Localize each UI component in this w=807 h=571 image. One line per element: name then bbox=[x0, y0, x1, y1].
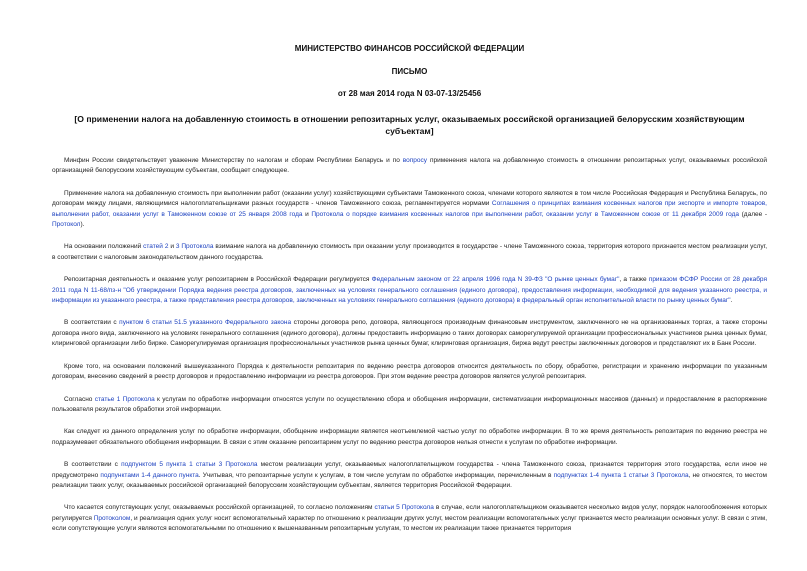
document-link[interactable]: Соглашения о принципах взимания косвенных налогов при экспорте и импорте товаров, выполнении работ, оказании услуг в Таможенном союзе от 25 января 2008 года bbox=[52, 200, 767, 218]
document-link[interactable]: статье 1 Протокола bbox=[94, 395, 155, 403]
document-link[interactable]: Протоколом bbox=[93, 514, 131, 522]
paragraph-text: и bbox=[302, 210, 312, 218]
document-type: ПИСЬМО bbox=[391, 67, 428, 76]
paragraph-text: , а также bbox=[619, 276, 649, 284]
paragraph-text: (далее - bbox=[739, 210, 768, 218]
paragraph bbox=[52, 460, 767, 491]
document-date-number: от 28 мая 2014 года N 03-07-13/25456 bbox=[337, 89, 482, 98]
paragraph-text: , не относятся, то местом реализации таких услуг, оказываемых российской организацией белорусским хозяйствующим субъектам, является территория Российской Федерации. bbox=[52, 471, 767, 489]
document-link[interactable]: указанного Федерального закона bbox=[189, 319, 292, 327]
paragraph-text: в случае, если налогоплательщиком оказывается несколько видов услуг, порядок налогообложения которых регулируется bbox=[52, 504, 768, 522]
document-link[interactable]: Протокол bbox=[52, 221, 81, 229]
paragraph-text: и bbox=[168, 243, 176, 251]
document-body bbox=[52, 156, 767, 535]
paragraph bbox=[52, 318, 767, 349]
paragraph bbox=[52, 189, 767, 231]
paragraph-text: В соответствии с bbox=[64, 461, 122, 469]
paragraph bbox=[52, 156, 767, 177]
paragraph-text: Как следует из данного определения услуг по обработке информации, обобщение информации является неотъемлемой частью услуг по обработке информации. В то же время деятельность репозитария по ведению реестра не подразумевает обязательного обобщения информации. В связи с этим оказание репозитарием услуг по ведению реестра договоров нельзя отнести к услугам по обработке информации. bbox=[52, 428, 767, 446]
paragraph-text: ). bbox=[80, 221, 85, 229]
paragraph-text: Применение налога на добавленную стоимость при выполнении работ (оказании услуг) хозяйствующими субъектами Таможенного союза, членами которого являются в том числе Российская Федерация и Республика Беларусь, по договорам между лицами, являющимися налогоплательщиками разных государств - членов Таможенного союза, регламентируется нормами bbox=[52, 189, 767, 208]
paragraph-text: взимание налога на добавленную стоимость при оказании услуг производится в государстве - члене Таможенного союза, территория которого признается местом реализации услуг, в соответствии с налоговым законодательством данного государства. bbox=[52, 243, 767, 261]
document-link[interactable]: подпунктах 1-4 пункта 1 статьи 3 Протокола bbox=[553, 471, 689, 479]
paragraph-text: Минфин России свидетельствует уважение Министерству по налогам и сборам Республики Беларусь и по bbox=[64, 157, 403, 164]
document-title: [О применении налога на добавленную стоимость в отношении репозитарных услуг, оказываемых российской организацией белорусским хозяйствующим субъектам] bbox=[74, 114, 745, 136]
ministry-heading: МИНИСТЕРСТВО ФИНАНСОВ РОССИЙСКОЙ ФЕДЕРАЦИИ bbox=[294, 44, 525, 53]
paragraph-text: , и реализация одних услуг носит вспомогательный характер по отношению к реализации других услуг, местом реализации вспомогательных услуг признается место реализации основных услуг. В связи с этим, если сопутствующие услуги являются вспомогательными по отношению к вышеназванным репозитарным услугам, то местом их реализации также признается территория bbox=[52, 514, 767, 533]
paragraph bbox=[52, 427, 767, 448]
document-link[interactable]: Федеральным законом от 22 апреля 1996 года N 39-ФЗ "О рынке ценных бумаг" bbox=[371, 276, 620, 284]
document-link[interactable]: пунктом 6 статьи 51.5 bbox=[119, 319, 187, 327]
paragraph bbox=[52, 242, 767, 263]
paragraph bbox=[52, 395, 767, 416]
paragraph-text: . bbox=[730, 297, 733, 305]
paragraph-text: Что касается сопутствующих услуг, оказываемых российской организацией, то согласно положениям bbox=[64, 504, 375, 512]
paragraph-text: стороны договора репо, договора, являющегося производным финансовым инструментом, заключенного не на организованных торгах, а также стороны договора иного вида, заключенного на условиях генерального соглашения (единого договора), должны предоставить информацию о таких договорах саморегулируемой организации профессиональных участников рынка ценных бумаг, клиринговой организации либо бирже. Саморегулируемая организация профессиональных участников рынка ценных бумаг, клиринговая организация, биржа ведут реестры заключенных договоров и представляют их в Банк России. bbox=[52, 319, 768, 348]
paragraph bbox=[52, 362, 767, 383]
paragraph-text: На основании положений bbox=[64, 243, 144, 251]
document-link[interactable]: 3 Протокола bbox=[175, 243, 214, 251]
document-link[interactable]: Протокола о порядке взимания косвенных налогов при выполнении работ, оказании услуг в Таможенном союзе от 11 декабря 2009 года bbox=[311, 210, 740, 218]
paragraph bbox=[52, 503, 767, 534]
paragraph-text: местом реализации услуг, оказываемых налогоплательщиком государства - члена Таможенного союза, признается территория этого государства, если иное не предусмотрено bbox=[52, 461, 767, 479]
document-link[interactable]: подпунктом 5 пункта 1 статьи 3 Протокола bbox=[121, 461, 258, 469]
paragraph-text: к услугам по обработке информации относятся услуги по осуществлению сбора и обобщения информации, систематизации информационных массивов (данных) и предоставление в распоряжение пользователя результатов обработки этой информации. bbox=[52, 395, 767, 413]
document-link[interactable]: статей 2 bbox=[143, 243, 169, 251]
document-link[interactable]: подпунктами 1-4 данного пункта bbox=[100, 471, 199, 479]
paragraph-text: Репозитарная деятельность и оказание услуг репозитарием в Российской Федерации регулируется bbox=[64, 276, 372, 284]
paragraph-text: Кроме того, на основании положений вышеуказанного Порядка к деятельности репозитария по ведению реестра договоров относится деятельность по сбору, обработке, регистрации и хранению информации по указанным договорам, внесению сведений в реестр договоров и предоставлению информации из реестра договоров. При этом ведение реестра договоров является услугой репозитария. bbox=[52, 362, 767, 381]
paragraph-text: . Учитывая, что репозитарные услуги к услугам, в том числе услугам по обработке информации, перечисленным в bbox=[198, 471, 554, 479]
paragraph bbox=[52, 275, 767, 306]
document-link[interactable]: вопросу bbox=[402, 157, 428, 164]
paragraph-text: применения налога на добавленную стоимость в отношении репозитарных услуг, оказываемых российской организацией белорусским хозяйствующим субъектам, сообщает следующее. bbox=[52, 157, 767, 175]
document-link[interactable]: приказом ФСФР России от 28 декабря 2011 года N 11-68/пз-н "Об утверждении Порядка ведения реестра договоров, заключенных на условиях генерального соглашения (единого договора), предоставления информации, необходимой для ведения указанного реестра, и информации из указанного реестра, а также представления реестра договоров, заключенных на условиях генерального соглашения (единого договора) в федеральный орган исполнительной власти по рынку ценных бумаг" bbox=[52, 276, 767, 305]
paragraph-text: Согласно bbox=[64, 395, 95, 403]
document-link[interactable]: статьи 5 Протокола bbox=[374, 504, 434, 512]
paragraph-text: В соответствии с bbox=[64, 319, 120, 327]
